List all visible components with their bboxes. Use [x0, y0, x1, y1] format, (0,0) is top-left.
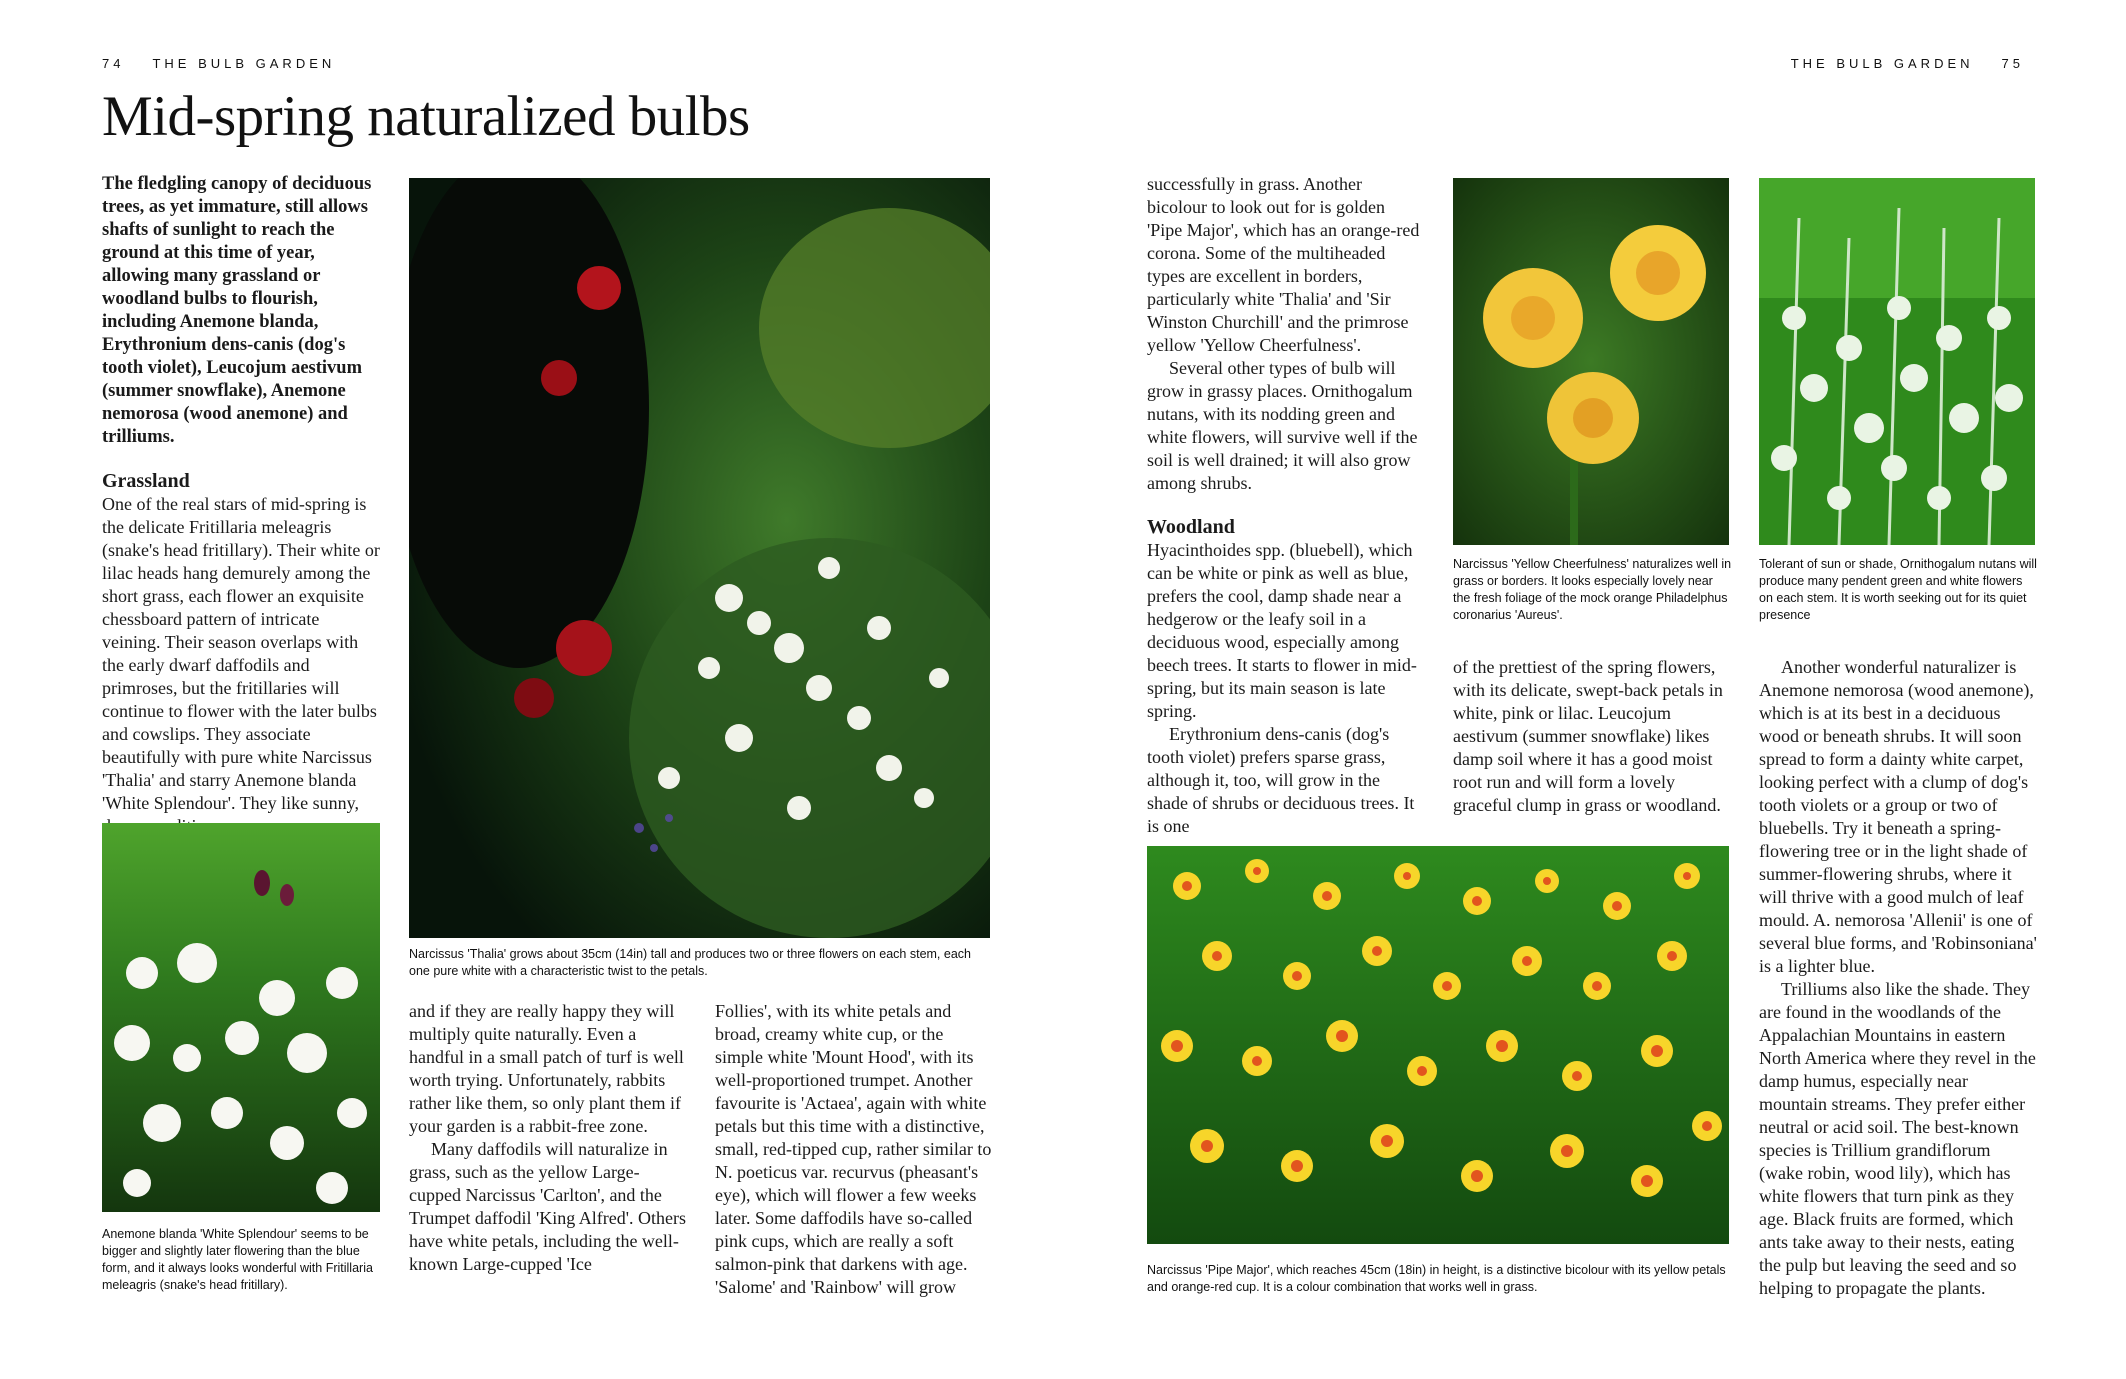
- col5-paragraph-1: of the prettiest of the spring flowers, with its delicate, swept-back petals in white, pink or lilac. Leucojum aestivum (summer snowflake) likes damp soil where it has a good moist root run and will form a lovely graceful clump in grass or woodland.: [1453, 657, 1723, 815]
- column-1: [102, 173, 380, 838]
- ornithogalum-photo: [1759, 178, 2035, 545]
- column-6: [1759, 656, 2037, 1300]
- caption-ornithogalum: Tolerant of sun or shade, Ornithogalum nutans will produce many pendent green and white flowers on each stem. It is worth seeking out for its quiet presence: [1759, 557, 2037, 622]
- right-page-number: 75: [2001, 56, 2024, 71]
- col2-paragraph-2: Many daffodils will naturalize in grass, such as the yellow Large-cupped Narcissus 'Carlton', and the Trumpet daffodil 'King Alfred'. Others have white petals, including the well-known Large-cupped 'Ice: [409, 1139, 686, 1274]
- col6-paragraph-1: Another wonderful naturalizer is Anemone nemorosa (wood anemone), which is at its best in a deciduous wood or beneath shrubs. It will soon spread to form a dainty white carpet, looking perfect with a clump of dog's tooth violets or a group or two of bluebells. Try it beneath a spring-flowering tree or in the light shade of summer-flowering shrubs, where it will thrive with a good mulch of leaf mould. A. nemorosa 'Allenii' is one of several blue forms, and 'Robinsoniana' is a lighter blue.: [1759, 657, 2037, 976]
- column-3: [715, 1000, 993, 1299]
- narcissus-thalia-photo: [409, 178, 990, 938]
- col4-paragraph-3: Hyacinthoides spp. (bluebell), which can be white or pink as well as blue, prefers the cool, damp shade near a hedgerow or the leafy soil in a deciduous wood, especially among beech trees. It starts to flower in mid-spring, but its main season is late spring.: [1147, 540, 1417, 721]
- column-2: [409, 1000, 687, 1276]
- woodland-heading: Woodland: [1147, 516, 1235, 538]
- grassland-heading: Grassland: [102, 470, 190, 492]
- grassland-paragraph: One of the real stars of mid-spring is the delicate Fritillaria meleagris (snake's head fritillary). Their white or lilac heads hang demurely among the short grass, each flower an exquisite chessboard pattern of intricate veining. Their season overlaps with the early dwarf daffodils and primroses, but the fritillaries will continue to flower with the later bulbs and cowslips. They associate beautifully with pure white Narcissus 'Thalia' and starry Anemone blanda 'White Splendour'. They like sunny,: [102, 494, 380, 813]
- page-title: Mid-spring naturalized bulbs: [102, 85, 750, 148]
- caption-anemone: Anemone blanda 'White Splendour' seems to be bigger and slightly later flowering than the blue form, and it always looks wonderful with Fritillaria meleagris (snake's head fritillary).: [102, 1227, 373, 1292]
- left-section-title: THE BULB GARDEN: [152, 56, 336, 71]
- col2-paragraph-1: and if they are really happy they will multiply quite naturally. Even a handful in a small patch of turf is well worth trying. Unfortunately, rabbits rather like them, so only plant them if your garden is a rabbit-free zone.: [409, 1001, 684, 1136]
- col6-paragraph-2: Trilliums also like the shade. They are found in the woodlands of the Appalachian Mountains in eastern North America where they revel in the damp humus, especially near mountain streams. They prefer either neutral or acid soil. The best-known species is Trillium grandiflorum (wake robin, wood lily), which has white flowers that turn pink as they age. Black fruits are formed, which ants take away to their nests, eating the pulp but leaving the seed and so helping to propagate the plants.: [1759, 979, 2036, 1298]
- anemone-blanda-photo: [102, 823, 380, 1212]
- pipe-major-photo: [1147, 846, 1729, 1244]
- col4-paragraph-2: Several other types of bulb will grow in grassy places. Ornithogalum nutans, with its nodding green and white flowers, will survive well if the soil is well drained; it will also grow among shrubs.: [1147, 358, 1418, 493]
- left-page-header: [102, 56, 335, 71]
- col4-paragraph-1: successfully in grass. Another bicolour to look out for is golden 'Pipe Major', which has an orange-red corona. Some of the multiheaded types are excellent in borders, particularly white 'Thalia' and 'Sir Winston Churchill' and the primrose yellow 'Yellow Cheerfulness'.: [1147, 174, 1420, 355]
- yellow-cheerfulness-photo: [1453, 178, 1729, 545]
- left-page-number: 74: [102, 56, 125, 71]
- column-4: [1147, 173, 1423, 838]
- caption-pipe-major: Narcissus 'Pipe Major', which reaches 45cm (18in) in height, is a distinctive bicolour with its yellow petals and orange-red cup. It is a colour combination that works well in grass.: [1147, 1263, 1726, 1294]
- caption-yellow-cheerfulness: Narcissus 'Yellow Cheerfulness' naturalizes well in grass or borders. It looks especially lovely near the fresh foliage of the mock orange Philadelphus coronarius 'Aureus'.: [1453, 557, 1732, 622]
- right-section-title: THE BULB GARDEN: [1790, 56, 1974, 71]
- col3-paragraph-1: Follies', with its white petals and broad, creamy white cup, or the simple white 'Mount Hood', with its well-proportioned trumpet. Another favourite is 'Actaea', again with white petals but this time with a distinctive, small, red-tipped cup, rather similar to N. poeticus var. recurvus (pheasant's eye), which will flower a few weeks later. Some daffodils have so-called pink cups, which are really a soft salmon-pink that darkens with age. 'Salome' and 'Rainbow' will grow: [715, 1001, 992, 1297]
- col4-paragraph-4: Erythronium dens-canis (dog's tooth violet) prefers sparse grass, although it, too, will grow in the shade of shrubs or deciduous trees. It is one: [1147, 724, 1415, 836]
- intro-paragraph: The fledgling canopy of deciduous trees, as yet immature, still allows shafts of sunlight to reach the ground at this time of year, allowing many grassland or woodland bulbs to flourish, including Anemone blanda, Erythronium dens-canis (dog's tooth violet), Leucojum aestivum (summer snowflake), Anemone nemorosa (wood anemone) and trilliums.: [102, 174, 372, 447]
- column-5: [1453, 656, 1731, 817]
- right-page-header: [1791, 56, 2024, 71]
- caption-thalia: Narcissus 'Thalia' grows about 35cm (14in) tall and produces two or three flowers on each stem, each one pure white with a characteristic twist to the petals.: [409, 947, 971, 978]
